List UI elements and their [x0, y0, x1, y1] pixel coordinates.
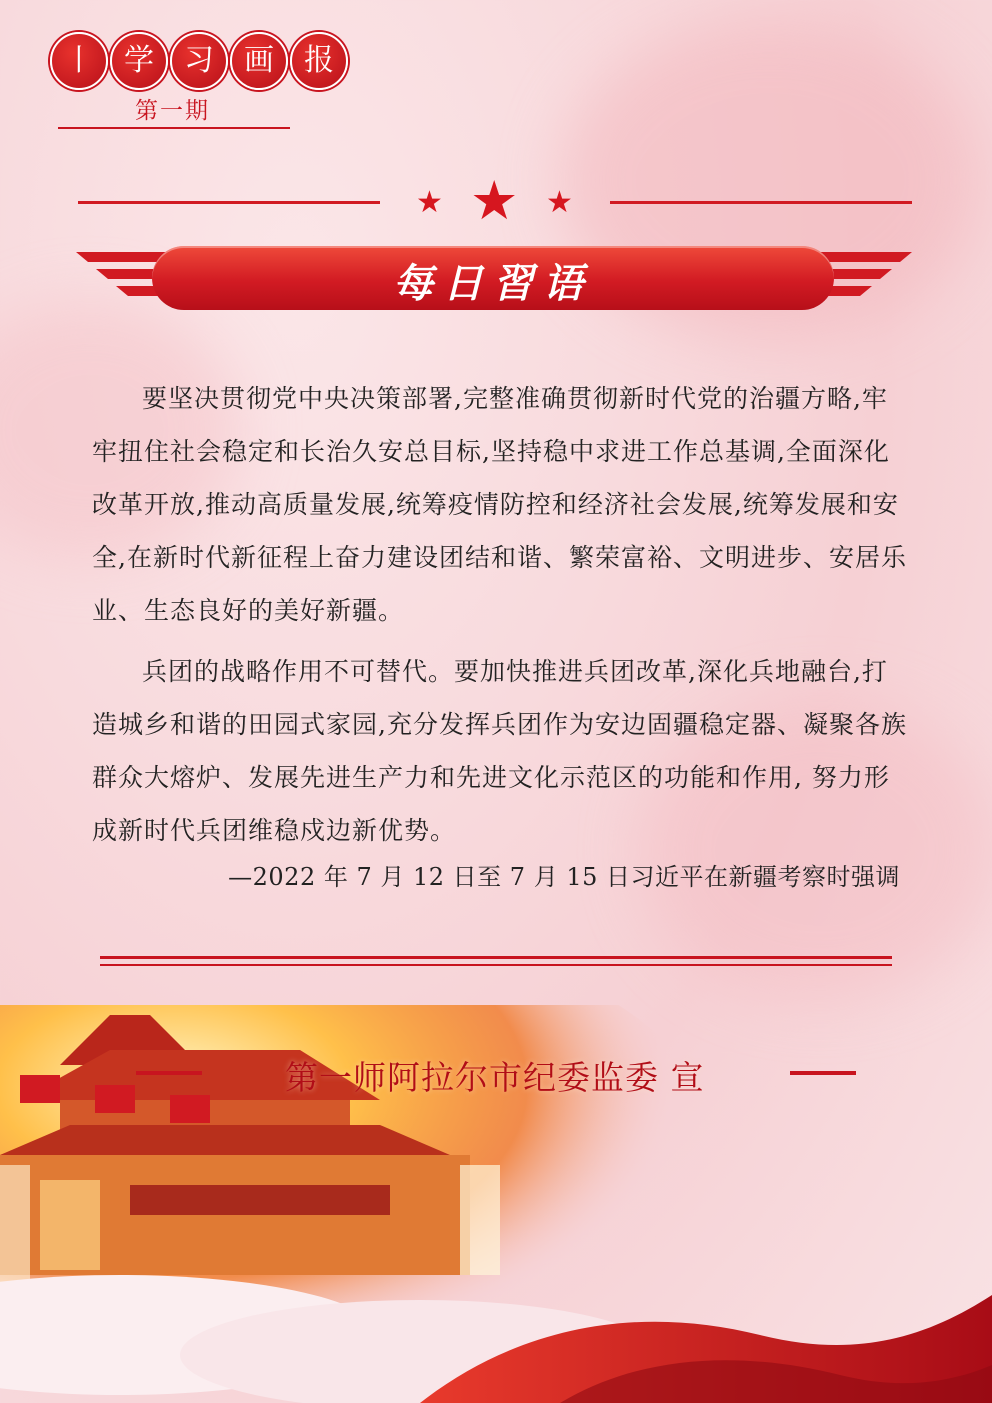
- separator-line: [100, 956, 892, 959]
- issue-underline: [58, 127, 290, 129]
- article-body: [92, 372, 907, 857]
- badge-char: 画: [230, 32, 288, 90]
- separator-line: [100, 964, 892, 966]
- quote-attribution: —2022 年 7 月 12 日至 7 月 15 日习近平在新疆考察时强调: [228, 863, 900, 891]
- badge-char: 学: [110, 32, 168, 90]
- banner-title: 每日習语: [393, 260, 593, 307]
- star-icon: ★: [416, 185, 443, 220]
- issue-number: 第一期: [135, 98, 210, 124]
- star-icon: ★: [546, 185, 573, 220]
- footer-dash-left: [136, 1071, 202, 1075]
- right-divider: [610, 201, 912, 204]
- badge-char: 习: [170, 32, 228, 90]
- badge-char: 报: [290, 32, 348, 90]
- badge-char: 丨: [50, 32, 108, 90]
- issuing-organization: 第一师阿拉尔市纪委监委 宣: [285, 1058, 705, 1097]
- article-paragraph: 兵团的战略作用不可替代。要加快推进兵团改革,深化兵地融台,打造城乡和谐的田园式家园,充分发挥兵团作为安边固疆稳定器、凝聚各族群众大熔炉、发展先进生产力和先进文化示范区的功能和作用, 努力形成新时代兵团维稳戍边新优势。: [92, 657, 907, 845]
- star-icon: ★: [470, 169, 519, 232]
- footer-dash-right: [790, 1071, 856, 1075]
- left-divider: [78, 201, 380, 204]
- series-badge: [50, 32, 348, 90]
- title-banner: [152, 246, 834, 310]
- article-paragraph: 要坚决贯彻党中央决策部署,完整准确贯彻新时代党的治疆方略,牢牢扭住社会稳定和长治久安总目标,坚持稳中求进工作总基调,全面深化改革开放,推动高质量发展,统筹疫情防控和经济社会发展,统筹发展和安全,在新时代新征程上奋力建设团结和谐、繁荣富裕、文明进步、安居乐业、生态良好的美好新疆。: [92, 384, 907, 625]
